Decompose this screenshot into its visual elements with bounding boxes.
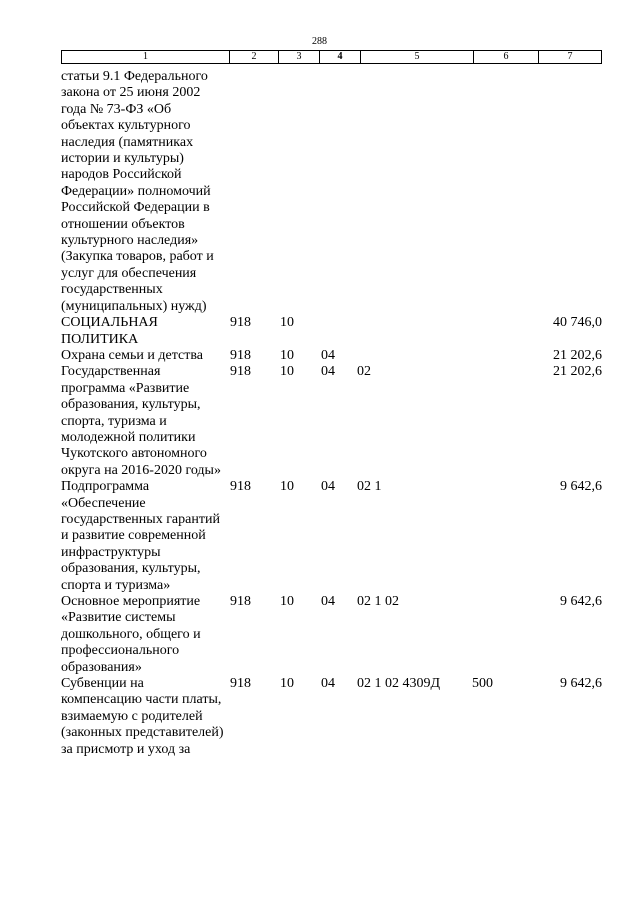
row-csr: 02 1 02 <box>357 594 399 609</box>
header-col-4: 4 <box>320 51 361 63</box>
row-pr: 04 <box>321 676 335 692</box>
table-row <box>61 676 602 758</box>
row-sum: 21 202,6 <box>553 364 602 380</box>
row-rz: 10 <box>280 347 294 363</box>
row-sum: 9 642,6 <box>560 594 602 609</box>
row-vr: 500 <box>472 676 493 692</box>
row-pr: 04 <box>321 347 335 363</box>
table-header <box>61 50 602 64</box>
row-name: СОЦИАЛЬНАЯ ПОЛИТИКА <box>61 315 158 347</box>
row-name: статьи 9.1 Федерального закона от 25 июня 2002 года № 73-ФЗ «Об объектах культурного наследия (памятниках истории и культуры) народов Российской Федерации» полномочий Российской Федерации в отношении объектов культурного наследия» (Закупка товаров, работ и услуг для обеспечения государственных (муниципальных) нужд) <box>61 69 214 314</box>
row-csr: 02 1 02 4309Д <box>357 676 441 692</box>
row-name: Охрана семьи и детства <box>61 347 203 363</box>
header-col-7: 7 <box>567 51 573 62</box>
row-rz: 10 <box>280 315 294 331</box>
row-pr: 04 <box>321 479 335 495</box>
table-row <box>61 348 602 364</box>
table-row <box>61 479 602 594</box>
table-row <box>61 594 602 676</box>
table-row <box>61 364 602 479</box>
header-col-1: 1 <box>62 51 230 63</box>
row-ved: 918 <box>230 364 251 380</box>
row-ved: 918 <box>230 594 251 609</box>
row-ved: 918 <box>230 676 251 692</box>
row-pr: 04 <box>321 364 335 380</box>
row-sum: 21 202,6 <box>553 347 602 363</box>
row-ved: 918 <box>230 479 251 495</box>
row-sum: 40 746,0 <box>553 315 602 331</box>
row-sum: 9 642,6 <box>560 676 602 692</box>
row-name: Подпрограмма «Обеспечение государственных гарантий и развитие современной инфраструктуры образования, культуры, спорта и туризма» <box>61 479 220 593</box>
row-csr: 02 <box>357 364 371 380</box>
table-row <box>61 69 602 315</box>
row-name: Государственная программа «Развитие образования, культуры, спорта, туризма и молодежной политики Чукотского автономного округа на 2016-2020 годы» <box>61 364 221 478</box>
row-rz: 10 <box>280 364 294 380</box>
row-rz: 10 <box>280 594 294 609</box>
row-name: Субвенции на компенсацию части платы, взимаемую с родителей (законных представителей) за присмотр и уход за <box>61 676 224 757</box>
row-ved: 918 <box>230 347 251 363</box>
header-col-6: 6 <box>474 51 539 63</box>
table-row <box>61 315 602 348</box>
header-col-3: 3 <box>279 51 320 63</box>
header-col-5: 5 <box>361 51 474 63</box>
row-name: Основное мероприятие «Развитие системы дошкольного, общего и профессионального образования» <box>61 594 201 675</box>
page-number: 288 <box>312 36 327 47</box>
row-pr: 04 <box>321 594 335 609</box>
row-sum: 9 642,6 <box>560 479 602 495</box>
row-ved: 918 <box>230 315 251 331</box>
row-csr: 02 1 <box>357 479 382 495</box>
row-rz: 10 <box>280 479 294 495</box>
table-body <box>61 69 602 758</box>
row-rz: 10 <box>280 676 294 692</box>
header-col-2: 2 <box>230 51 279 63</box>
